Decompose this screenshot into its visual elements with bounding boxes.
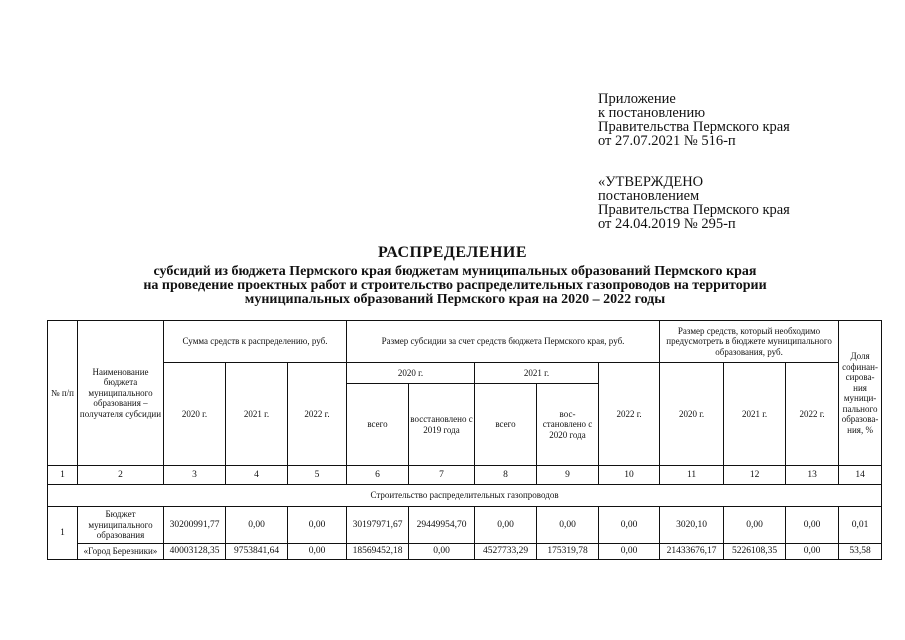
- attachment-note: [598, 92, 790, 148]
- table-cell: 29449954,70: [409, 507, 475, 544]
- table-cell: 0,00: [599, 507, 660, 544]
- header-share: Доля софинан- сирова- ния муници- пального образова- ния, %: [839, 321, 882, 466]
- header-recipient: Наименование бюджета муниципального образования – получателя субсидии: [78, 321, 164, 466]
- table-cell: 53,58: [839, 544, 882, 560]
- header-restored-2020: вос- становлено с 2020 года: [537, 384, 599, 466]
- table-cell: 30197971,67: [347, 507, 409, 544]
- column-index-row: [48, 466, 882, 485]
- table-cell: 0,00: [288, 544, 347, 560]
- approval-line: «УТВЕРЖДЕНО: [598, 174, 704, 190]
- column-index: 14: [839, 466, 882, 485]
- header-municipal-2020: 2020 г.: [660, 363, 724, 466]
- table-cell: 0,00: [226, 507, 288, 544]
- table-cell: 175319,78: [537, 544, 599, 560]
- table-cell: 30200991,77: [164, 507, 226, 544]
- recipient-name: Бюджет муниципального образования: [78, 507, 164, 544]
- document-title: РАСПРЕДЕЛЕНИЕ: [377, 244, 528, 261]
- column-index: 1: [48, 466, 78, 485]
- header-subsidy-2022: 2022 г.: [599, 363, 660, 466]
- table-row: [48, 544, 882, 560]
- table-cell: 0,01: [839, 507, 882, 544]
- header-subsidy-2020: 2020 г.: [347, 363, 475, 384]
- column-index: 5: [288, 466, 347, 485]
- table-cell: 0,00: [409, 544, 475, 560]
- table-cell: 0,00: [288, 507, 347, 544]
- header-total-2021: всего: [475, 384, 537, 466]
- column-index: 8: [475, 466, 537, 485]
- header-subsidy-2021: 2021 г.: [475, 363, 599, 384]
- table-cell: 0,00: [537, 507, 599, 544]
- column-index: 9: [537, 466, 599, 485]
- subtitle-line: на проведение проектных работ и строительство распределительных газопроводов на территории: [143, 278, 767, 293]
- table-cell: 9753841,64: [226, 544, 288, 560]
- approval-line: постановлением: [598, 188, 700, 204]
- header-subsidy-group: Размер субсидии за счет средств бюджета Пермского края, руб.: [347, 321, 660, 363]
- column-index: 12: [724, 466, 786, 485]
- subtitle-line: субсидий из бюджета Пермского края бюджетам муниципальных образований Пермского края: [153, 264, 757, 279]
- section-title: Строительство распределительных газопроводов: [48, 485, 882, 507]
- header-sum-2021: 2021 г.: [226, 363, 288, 466]
- table-cell: 0,00: [786, 544, 839, 560]
- distribution-table: [47, 320, 882, 560]
- header-sum-2020: 2020 г.: [164, 363, 226, 466]
- column-index: 11: [660, 466, 724, 485]
- table-cell: 3020,10: [660, 507, 724, 544]
- table-row: [48, 507, 882, 544]
- header-restored-2019: восстановлено с 2019 года: [409, 384, 475, 466]
- column-index: 2: [78, 466, 164, 485]
- column-index: 13: [786, 466, 839, 485]
- column-index: 10: [599, 466, 660, 485]
- table-cell: 0,00: [475, 507, 537, 544]
- approval-stamp: [598, 175, 790, 231]
- approval-line: от 24.04.2019 № 295-п: [598, 216, 736, 232]
- attachment-line: Приложение: [598, 91, 676, 107]
- header-sum-group: Сумма средств к распределению, руб.: [164, 321, 347, 363]
- header-num: № п/п: [48, 321, 78, 466]
- header-sum-2022: 2022 г.: [288, 363, 347, 466]
- table-cell: 21433676,17: [660, 544, 724, 560]
- column-index: 7: [409, 466, 475, 485]
- column-index: 4: [226, 466, 288, 485]
- attachment-line: к постановлению: [598, 105, 706, 121]
- attachment-line: Правительства Пермского края: [598, 119, 790, 135]
- header-municipal-group: Размер средств, который необходимо предусмотреть в бюджете муниципального образования, руб.: [660, 321, 839, 363]
- table-cell: 0,00: [724, 507, 786, 544]
- header-total-2020: всего: [347, 384, 409, 466]
- table-cell: 0,00: [786, 507, 839, 544]
- subtitle-line: муниципальных образований Пермского края на 2020 – 2022 годы: [244, 292, 666, 307]
- table-cell: 18569452,18: [347, 544, 409, 560]
- table-cell: 4527733,29: [475, 544, 537, 560]
- attachment-line: от 27.07.2021 № 516-п: [598, 133, 736, 149]
- section-row: [48, 485, 882, 507]
- recipient-name: «Город Березники»: [78, 544, 164, 560]
- document-subtitle: [60, 265, 850, 307]
- header-municipal-2021: 2021 г.: [724, 363, 786, 466]
- column-index: 3: [164, 466, 226, 485]
- header-municipal-2022: 2022 г.: [786, 363, 839, 466]
- table-cell: 40003128,35: [164, 544, 226, 560]
- table-cell: 5226108,35: [724, 544, 786, 560]
- approval-line: Правительства Пермского края: [598, 202, 790, 218]
- row-number: 1: [48, 507, 78, 560]
- table-cell: 0,00: [599, 544, 660, 560]
- column-index: 6: [347, 466, 409, 485]
